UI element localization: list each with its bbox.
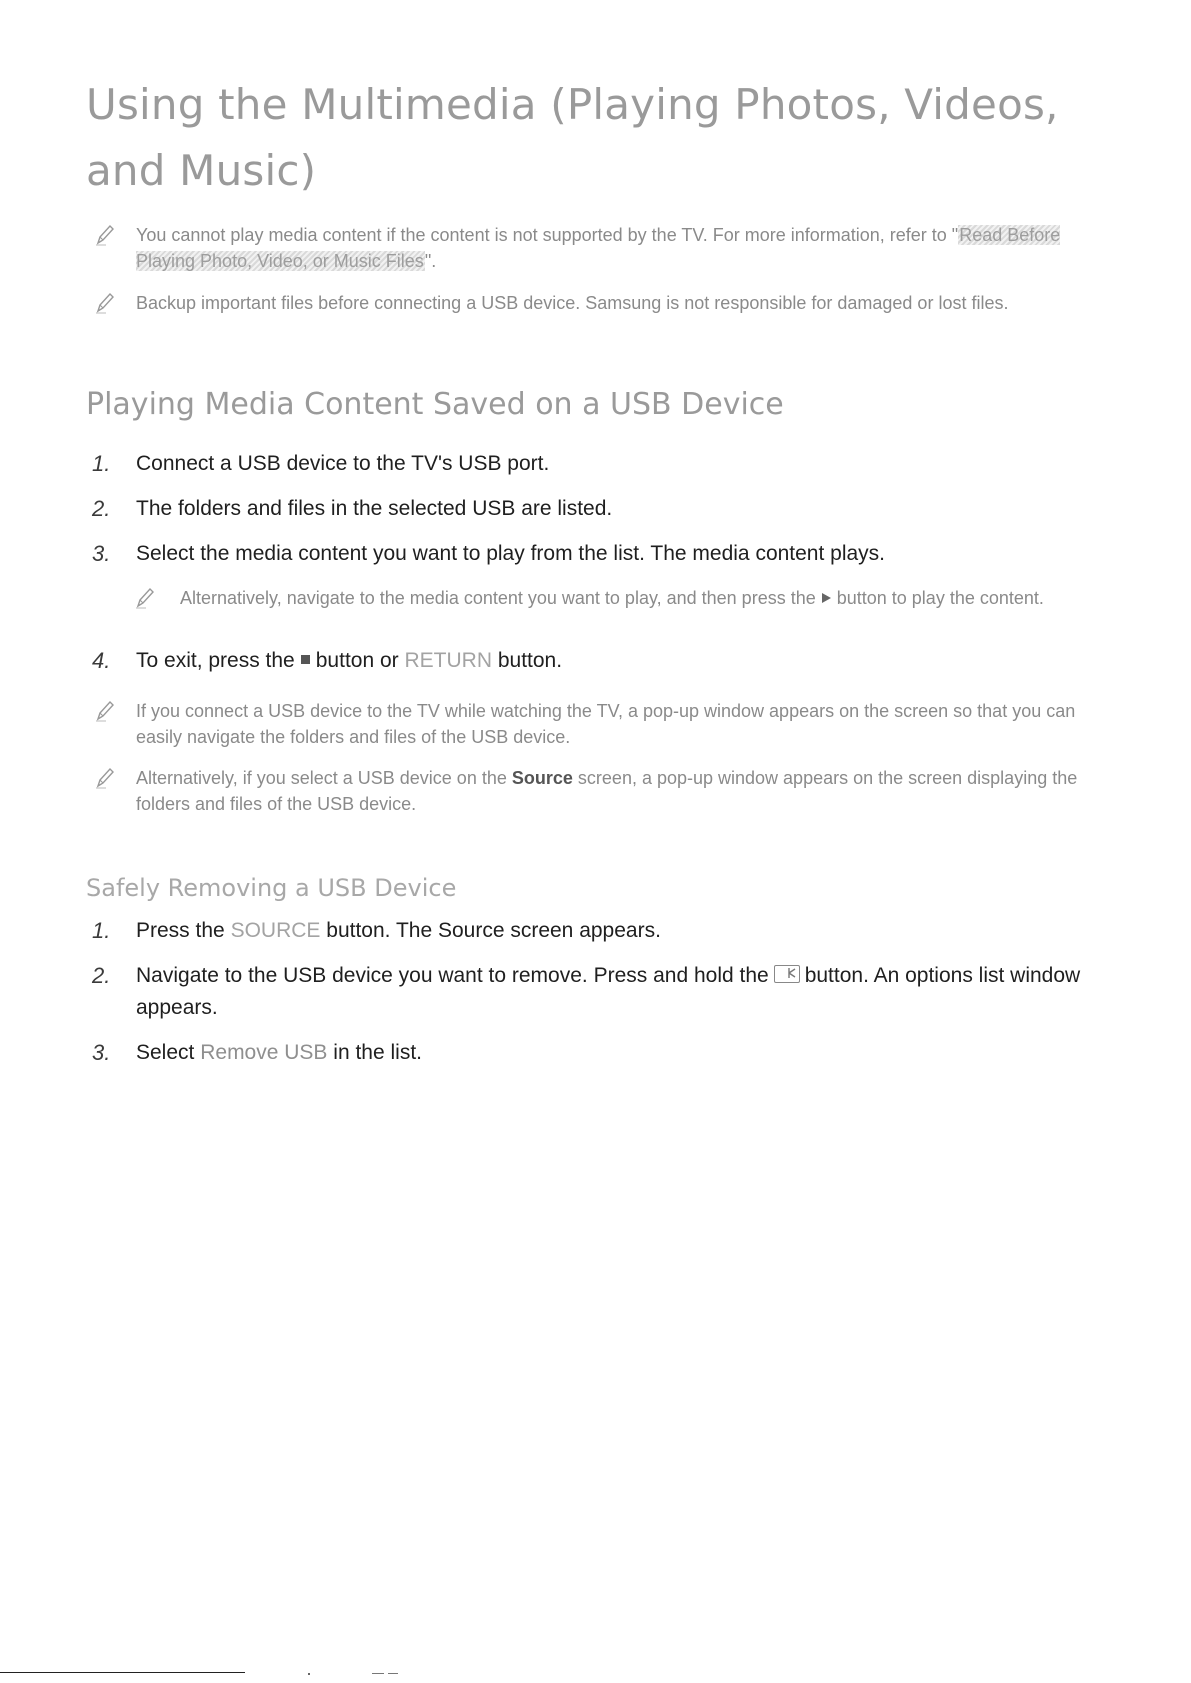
note-text-part: ". bbox=[424, 251, 437, 271]
note-popup-window bbox=[86, 698, 1116, 750]
step-text bbox=[136, 1037, 1116, 1069]
pencil-note-icon bbox=[94, 291, 116, 315]
step-text bbox=[136, 645, 1116, 677]
note-unsupported-content bbox=[86, 222, 1116, 274]
step-text-part: button or bbox=[315, 649, 399, 672]
note-text-part: You cannot play media content if the content is not supported by the TV. For more information, refer to " bbox=[136, 225, 959, 245]
section-heading-playing-usb: Playing Media Content Saved on a USB Device bbox=[86, 387, 784, 422]
step-item bbox=[86, 645, 1116, 677]
step-text bbox=[136, 960, 1116, 1024]
footer-marks bbox=[300, 1672, 420, 1676]
step-item bbox=[86, 1037, 1116, 1069]
step-text-part: button. bbox=[497, 649, 563, 672]
pencil-note-icon bbox=[94, 766, 116, 790]
step-text: Select the media content you want to play from the list. The media content plays. bbox=[136, 542, 886, 565]
page-title: Using the Multimedia (Playing Photos, Videos, and Music) bbox=[86, 80, 1059, 195]
step-text: Connect a USB device to the TV's USB port. bbox=[136, 452, 550, 475]
play-icon bbox=[822, 593, 831, 603]
step-item bbox=[86, 915, 1116, 947]
section-heading-safely-removing: Safely Removing a USB Device bbox=[86, 874, 457, 902]
tools-button-icon bbox=[774, 965, 800, 983]
step-text-part: Press the bbox=[136, 919, 225, 942]
note-text bbox=[136, 222, 1116, 274]
stop-icon bbox=[301, 655, 310, 664]
note-text bbox=[136, 765, 1116, 817]
step-text-part: button. The Source screen appears. bbox=[326, 919, 661, 942]
step-text-part: button. An options list window appears. bbox=[136, 964, 1081, 1019]
step-item bbox=[86, 448, 1116, 480]
step-text-part: in the list. bbox=[333, 1041, 422, 1064]
return-button-label: RETURN bbox=[404, 649, 492, 672]
note-backup-files bbox=[86, 290, 1116, 316]
step-item bbox=[86, 538, 1116, 570]
step-text-part: Select bbox=[136, 1041, 195, 1064]
note-play-button bbox=[130, 585, 1120, 611]
remove-usb-label: Remove USB bbox=[200, 1041, 328, 1064]
step-item bbox=[86, 960, 1116, 1024]
source-label: Source bbox=[511, 768, 573, 788]
pencil-note-icon bbox=[94, 223, 116, 247]
step-text-part: Navigate to the USB device you want to remove. Press and hold the bbox=[136, 964, 769, 987]
step-number: 2. bbox=[92, 496, 111, 521]
pencil-note-icon bbox=[94, 699, 116, 723]
note-text-part: button to play the content. bbox=[836, 588, 1044, 608]
note-text-part: screen, a pop-up window appears on the screen displaying the folders and files of the USB device. bbox=[136, 768, 1078, 814]
footer-rule bbox=[0, 1672, 245, 1673]
note-text-part: Alternatively, if you select a USB device on the bbox=[136, 768, 507, 788]
step-number: 1. bbox=[92, 918, 111, 943]
step-number: 3. bbox=[92, 541, 111, 566]
read-before-link[interactable]: Read Before Playing Photo, Video, or Music Files bbox=[136, 225, 1061, 271]
note-text: If you connect a USB device to the TV while watching the TV, a pop-up window appears on the screen so that you can easily navigate the folders and files of the USB device. bbox=[136, 701, 1076, 747]
pencil-note-icon bbox=[134, 586, 156, 610]
note-text-part: Alternatively, navigate to the media content you want to play, and then press the bbox=[180, 588, 816, 608]
step-text: The folders and files in the selected USB are listed. bbox=[136, 497, 613, 520]
step-number: 3. bbox=[92, 1040, 111, 1065]
step-number: 2. bbox=[92, 963, 111, 988]
step-item bbox=[86, 493, 1116, 525]
step-number: 1. bbox=[92, 451, 111, 476]
note-text bbox=[180, 585, 1120, 611]
source-button-label: SOURCE bbox=[230, 919, 321, 942]
note-text: Backup important files before connecting a USB device. Samsung is not responsible for damaged or lost files. bbox=[136, 293, 1009, 313]
note-source-screen bbox=[86, 765, 1116, 817]
step-text bbox=[136, 915, 1116, 947]
step-text-part: To exit, press the bbox=[136, 649, 295, 672]
step-number: 4. bbox=[92, 648, 111, 673]
